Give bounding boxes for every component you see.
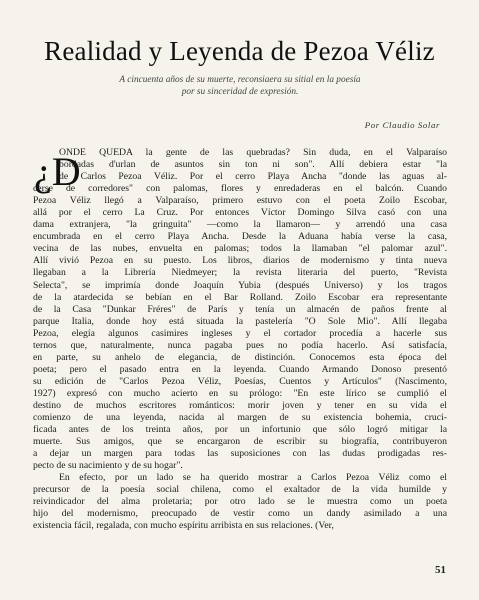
text-line: ternos que, naturalmente, nunca pagaba pues no podía hacerlo. Así satisfacía, [33,339,447,351]
drop-cap: ¿D [34,149,81,194]
text-line: pecto de su nacimiento y de su hogar". [33,460,183,472]
text-line: de Carlos Pezoa Véliz. Por el cerro Playa Ancha "donde las aguas al- [59,171,447,183]
text-line: bordadas d'urlan de asuntos sin ton ni son". Allí debiera estar "la [59,159,447,171]
text-line: Allí vivió Pezoa en su puesto. Los libros, diarios de modernismo y tinta nueva [33,255,447,267]
text-line: dama extranjera, "la gringuita" —como la llamaron— y arrendó una casa [33,219,447,231]
text-line: encumbrada en el cerro Playa Ancha. Desde la Aduana había verse la casa, [33,231,447,243]
text-line: llegaban a la Librería Niedmeyer; la revista literaria del puerto, "Revista [33,267,447,279]
article-title: Realidad y Leyenda de Pezoa Véliz [44,36,435,66]
paragraph-1 [33,147,447,472]
text-line: hijo del modernismo, preocupado de vestir como un dandy asimilado a una [33,508,447,520]
text-line: su edición de "Carlos Pezoa Véliz, Poesías, Cuentos y Artículos" (Nascimento, [33,375,447,387]
text-line: de la atardecida se bebían en el Bar Rolland. Zoilo Escobar era representante [33,291,447,303]
text-line: allá por el cerro La Cruz. Por entonces Víctor Domingo Silva casó con una [33,207,447,219]
text-line: reivindicador del alma proletaria; por otro lado se le muestra como un poeta [33,496,447,508]
text-line: Pezoa, elegía algunos casimires ingleses y el cortador procedía a hacerle sus [33,327,447,339]
text-line: a dejar un margen para todas las suposiciones con las dudas prodigadas res- [33,448,447,460]
text-line: En efecto, por un lado se ha querido mostrar a Carlos Pezoa Véliz como el [59,472,447,484]
text-line: parque Italia, donde hoy está situada la pastelería "O Sole Mio". Allí llegaba [33,315,447,327]
text-line: 1927) expresó con mucho acierto en su prólogo: "En este lírico se cumplió el [33,387,447,399]
text-line: cerse de corredores" con palomas, flores y enredaderas en el balcón. Cuando [33,183,447,195]
text-line: poeta; pero el pasado entra en la leyenda. Cuando Armando Donoso presentó [33,363,447,375]
text-line: ficada antes de los treinta años, por un infortunio que sólo logró mitigar la [33,424,447,436]
subtitle-line: por su sinceridad de expresión. [181,87,299,97]
paragraph-2 [33,472,447,532]
article-subtitle [60,74,420,98]
text-line: comienzo de una leyenda, nacida al margen de su existencia bohemia, cruci- [33,412,447,424]
page-number: 51 [435,564,446,576]
text-line: destino de muchos escritores románticos: morir joven y tener en su vida el [33,399,447,411]
byline: Por Claudio Solar [364,120,440,130]
text-line: vecina de las nubes, envuelta en palomas; todos la llamaban "el palomar azul". [33,243,447,255]
article-body [33,147,447,533]
text-line: Selecta", se imprimía donde Joaquín Yubia (después Universo) y los tragos [33,279,447,291]
text-line: existencia fácil, regalada, con mucho espíritu arribista en sus relaciones. (Ver, [33,520,334,532]
subtitle-line: A cincuenta años de su muerte, reconsiaera su sitial en la poesía [119,75,361,85]
text-line: en parte, su anhelo de elegancia, de distinción. Conocemos esta época del [33,351,447,363]
text-line: muerte. Sus amigos, que se encargaron de escribir su biografía, contribuyeron [33,436,447,448]
text-line: precursor de la poesía social chilena, como el exaltador de la vida humilde y [33,484,447,496]
text-line: de la Casa "Dunkar Fréres" de París y tenía un almacén de paños frente al [33,303,447,315]
text-line: ONDE QUEDA la gente de las quebradas? Sin duda, en el Valparaíso [59,147,447,158]
text-line: Pezoa Véliz llegó a Valparaíso, primero estuvo con el poeta Zoilo Escobar, [33,195,447,207]
